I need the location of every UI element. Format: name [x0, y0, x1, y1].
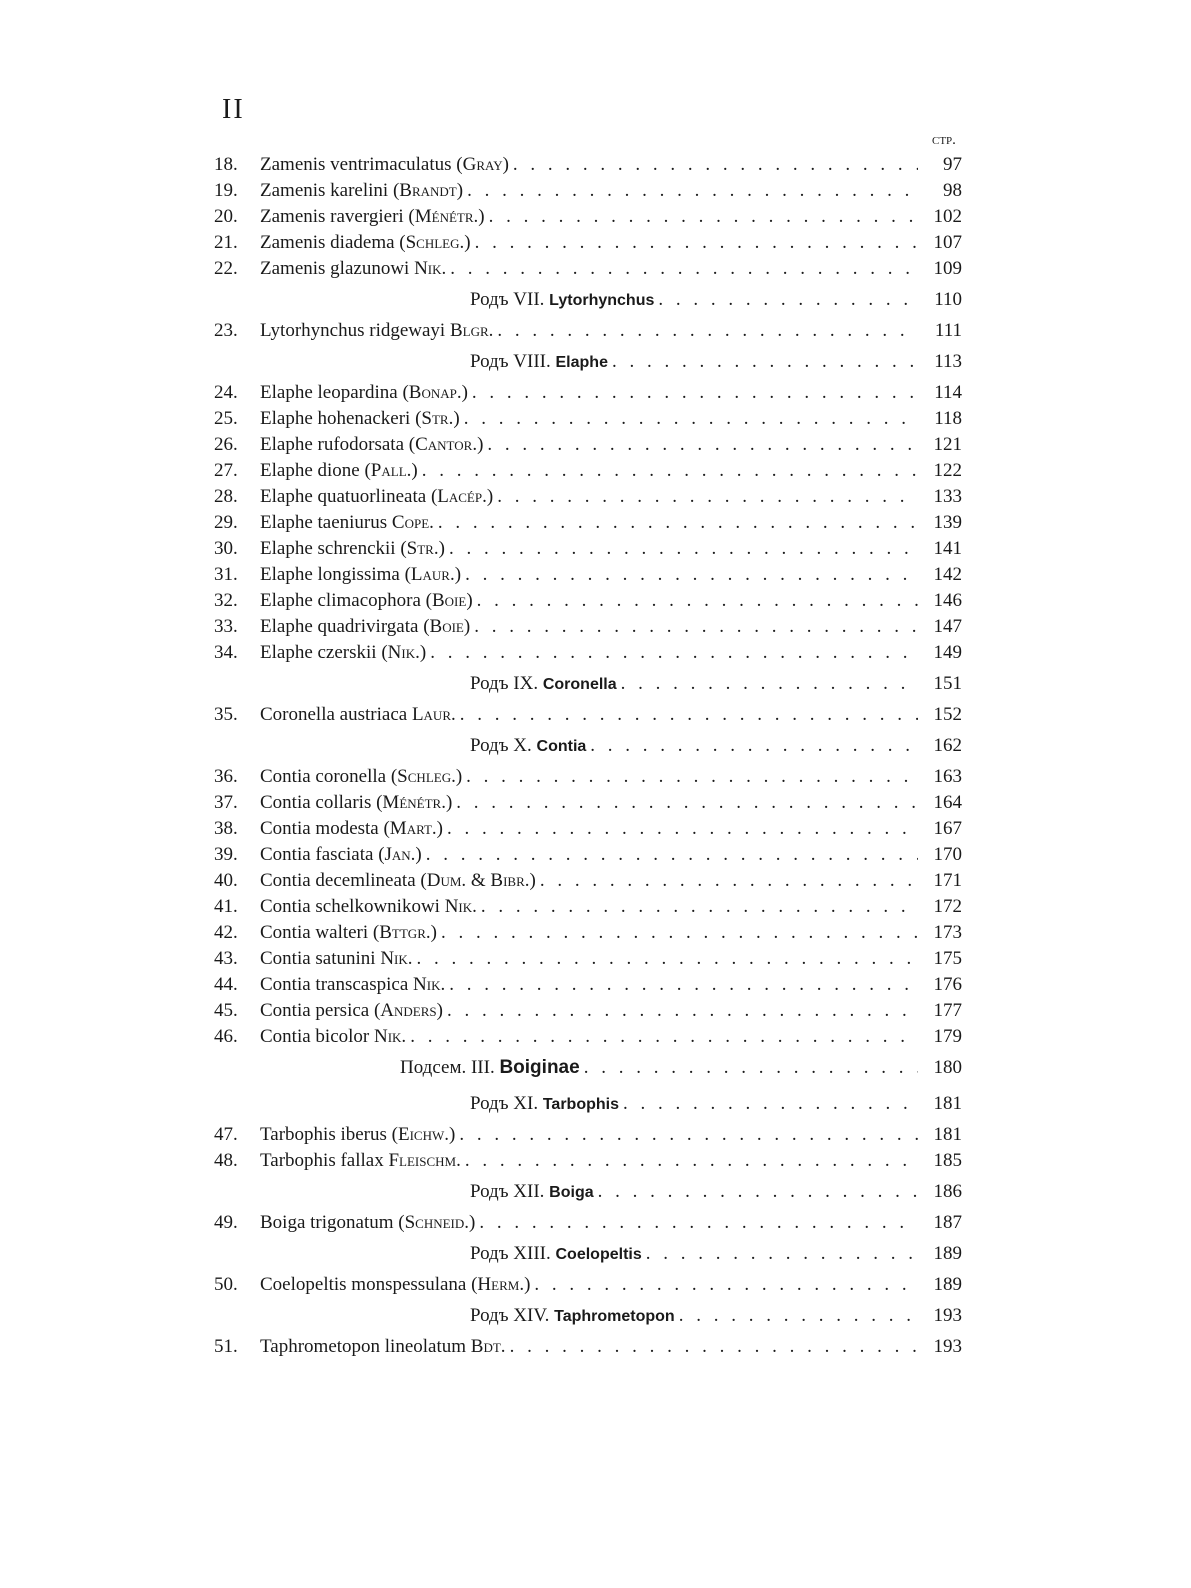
dot-leader: [598, 1174, 918, 1210]
page-column-label: стр.: [932, 132, 956, 148]
entry-title: [260, 640, 426, 666]
dot-leader: [621, 666, 918, 702]
toc-entry: [214, 868, 962, 894]
entry-title: [260, 998, 443, 1024]
species-author: (Anders): [373, 1000, 443, 1021]
page-ref: 122: [933, 460, 962, 481]
entry-number: 28.: [214, 486, 238, 507]
page-ref: 167: [933, 818, 962, 839]
dot-leader: [534, 1272, 918, 1298]
species-name: Lytorhynchus ridgewayi: [260, 320, 450, 341]
dot-leader: [464, 406, 918, 432]
dot-leader: [679, 1298, 918, 1334]
dot-leader: [447, 816, 918, 842]
heading-name: Elaphe: [555, 354, 608, 371]
species-name: Contia coronella: [260, 766, 391, 787]
toc-entry: [214, 842, 962, 868]
toc-entry: [214, 380, 962, 406]
species-name: Contia persica: [260, 1000, 374, 1021]
entry-number: 25.: [214, 408, 238, 429]
page-ref: 102: [933, 206, 962, 227]
dot-leader: [590, 728, 918, 764]
entry-title: [260, 894, 477, 920]
heading-prefix: Родъ VII.: [470, 289, 550, 310]
entry-number: 29.: [214, 512, 238, 533]
entry-number: 36.: [214, 766, 238, 787]
heading-prefix: Подсем. III.: [400, 1057, 500, 1078]
species-name: Contia schelkownikowi: [260, 896, 445, 917]
entry-number: 41.: [214, 896, 238, 917]
page-ref: 114: [934, 382, 962, 403]
species-author: Nik.: [413, 974, 446, 995]
toc-entry: [214, 536, 962, 562]
entry-number: 49.: [214, 1212, 238, 1233]
page-ref: 185: [933, 1150, 962, 1171]
page-ref: 186: [933, 1181, 962, 1202]
entry-title: [260, 204, 485, 230]
toc-entry: [214, 484, 962, 510]
toc-entry: [214, 946, 962, 972]
dot-leader: [489, 204, 918, 230]
toc-entry: [214, 588, 962, 614]
species-name: Elaphe hohenackeri: [260, 408, 416, 429]
page-ref: 175: [933, 948, 962, 969]
entry-title: [260, 1024, 406, 1050]
page-ref: 152: [933, 704, 962, 725]
page-ref: 111: [934, 320, 962, 341]
heading-name: Coelopeltis: [555, 1246, 642, 1263]
page-ref: 151: [933, 673, 962, 694]
heading-name: Contia: [536, 738, 587, 755]
species-author: Bdt.: [470, 1336, 506, 1357]
toc-entry: [214, 920, 962, 946]
dot-leader: [477, 588, 918, 614]
page-ref: 176: [933, 974, 962, 995]
toc-entry: [214, 510, 962, 536]
toc-entry: [214, 458, 962, 484]
species-name: Contia walteri: [260, 922, 373, 943]
species-author: (Nik.): [381, 642, 427, 663]
heading-title: [260, 1086, 619, 1123]
species-name: Zamenis diadema: [260, 232, 400, 253]
species-name: Contia satunini: [260, 948, 381, 969]
page-ref: 187: [933, 1212, 962, 1233]
species-name: Contia transcaspica: [260, 974, 414, 995]
heading-prefix: Родъ IX.: [470, 673, 543, 694]
page-ref: 149: [933, 642, 962, 663]
entry-number: 46.: [214, 1026, 238, 1047]
dot-leader: [465, 562, 918, 588]
dot-leader: [417, 946, 918, 972]
entry-number: 38.: [214, 818, 238, 839]
entry-number: 43.: [214, 948, 238, 969]
genus-heading: [214, 1236, 962, 1272]
heading-prefix: Родъ X.: [470, 735, 537, 756]
species-author: (Schleg.): [390, 766, 463, 787]
species-name: Taphrometopon lineolatum: [260, 1336, 471, 1357]
entry-number: 40.: [214, 870, 238, 891]
dot-leader: [426, 842, 918, 868]
species-author: (Cantor.): [408, 434, 484, 455]
entry-title: [260, 458, 418, 484]
entry-number: 22.: [214, 258, 238, 279]
toc-entry: [214, 1148, 962, 1174]
entry-title: [260, 1272, 530, 1298]
entry-number: 33.: [214, 616, 238, 637]
page-ref: 189: [933, 1243, 962, 1264]
page-ref: 163: [933, 766, 962, 787]
entry-number: 23.: [214, 320, 238, 341]
dot-leader: [456, 790, 918, 816]
toc-entry: [214, 562, 962, 588]
species-author: (Str.): [400, 538, 445, 559]
entry-title: [260, 842, 422, 868]
page-ref: 118: [934, 408, 962, 429]
entry-title: [260, 1334, 506, 1360]
entry-title: [260, 178, 463, 204]
toc-entry: [214, 178, 962, 204]
species-author: (Ménétr.): [408, 206, 485, 227]
species-name: Elaphe climacophora: [260, 590, 426, 611]
dot-leader: [584, 1050, 918, 1086]
species-author: (Laur.): [404, 564, 462, 585]
page-ref: 133: [933, 486, 962, 507]
entry-number: 34.: [214, 642, 238, 663]
heading-title: [260, 666, 617, 703]
toc-entry: [214, 1024, 962, 1050]
entry-title: [260, 972, 445, 998]
dot-leader: [449, 536, 918, 562]
page-ref: 113: [934, 351, 962, 372]
entry-title: [260, 1210, 475, 1236]
heading-prefix: Родъ XIV.: [470, 1305, 555, 1326]
dot-leader: [460, 702, 918, 728]
dot-leader: [497, 484, 918, 510]
toc-entry: [214, 406, 962, 432]
dot-leader: [441, 920, 918, 946]
species-author: (Eichw.): [391, 1124, 456, 1145]
species-author: (Dum. & Bibr.): [420, 870, 536, 891]
toc-entry: [214, 318, 962, 344]
species-name: Tarbophis iberus: [260, 1124, 392, 1145]
dot-leader: [430, 640, 918, 666]
dot-leader: [487, 432, 918, 458]
entry-number: 27.: [214, 460, 238, 481]
entry-title: [260, 484, 493, 510]
toc-entry: [214, 1272, 962, 1298]
species-name: Contia collaris: [260, 792, 377, 813]
toc-entry: [214, 790, 962, 816]
dot-leader: [474, 614, 918, 640]
dot-leader: [481, 894, 918, 920]
page-ref: 139: [933, 512, 962, 533]
heading-name: Boiginae: [499, 1057, 580, 1078]
dot-leader: [479, 1210, 918, 1236]
species-name: Zamenis ravergieri: [260, 206, 409, 227]
entry-title: [260, 256, 446, 282]
entry-title: [260, 562, 461, 588]
heading-title: [260, 282, 654, 319]
entry-number: 19.: [214, 180, 238, 201]
genus-heading: [214, 1298, 962, 1334]
page-ref: 146: [933, 590, 962, 611]
heading-name: Taphrometopon: [554, 1308, 675, 1325]
toc-entry: [214, 152, 962, 178]
heading-prefix: Родъ VIII.: [470, 351, 556, 372]
entry-number: 26.: [214, 434, 238, 455]
species-name: Elaphe rufodorsata: [260, 434, 409, 455]
entry-title: [260, 816, 443, 842]
page-ref: 181: [933, 1093, 962, 1114]
species-name: Coelopeltis monspessulana: [260, 1274, 472, 1295]
entry-title: [260, 1148, 461, 1174]
heading-prefix: Родъ XII.: [470, 1181, 550, 1202]
entry-number: 30.: [214, 538, 238, 559]
heading-prefix: Родъ XI.: [470, 1093, 543, 1114]
toc-entry: [214, 1122, 962, 1148]
dot-leader: [447, 998, 918, 1024]
toc-entry: [214, 204, 962, 230]
heading-title: [260, 1236, 642, 1273]
page-ref: 189: [933, 1274, 962, 1295]
dot-leader: [497, 318, 918, 344]
page-ref: 170: [933, 844, 962, 865]
entry-number: 21.: [214, 232, 238, 253]
entry-number: 50.: [214, 1274, 238, 1295]
heading-title: [260, 728, 586, 765]
species-author: Nik.: [373, 1026, 407, 1047]
entry-title: [260, 764, 462, 790]
species-name: Elaphe taeniurus: [260, 512, 392, 533]
species-author: (Ménétr.): [376, 792, 453, 813]
species-name: Tarbophis fallax: [260, 1150, 389, 1171]
species-author: (Jan.): [378, 844, 422, 865]
dot-leader: [422, 458, 918, 484]
entry-number: 39.: [214, 844, 238, 865]
entry-title: [260, 536, 445, 562]
subfamily-heading: [214, 1050, 962, 1086]
entry-title: [260, 946, 413, 972]
dot-leader: [646, 1236, 918, 1272]
species-author: (Bttgr.): [372, 922, 437, 943]
dot-leader: [540, 868, 918, 894]
genus-heading: [214, 282, 962, 318]
species-author: Nik.: [380, 948, 413, 969]
species-author: (Schleg.): [399, 232, 471, 253]
page-ref: 193: [933, 1305, 962, 1326]
heading-title: [260, 1050, 580, 1086]
species-author: (Bonap.): [402, 382, 468, 403]
table-of-contents: [214, 152, 962, 1360]
species-author: (Herm.): [471, 1274, 531, 1295]
species-name: Elaphe czerskii: [260, 642, 382, 663]
heading-name: Tarbophis: [542, 1096, 619, 1113]
toc-entry: [214, 972, 962, 998]
dot-leader: [450, 256, 918, 282]
toc-entry: [214, 702, 962, 728]
dot-leader: [449, 972, 918, 998]
heading-title: [260, 1174, 594, 1211]
species-name: Elaphe quatuorlineata: [260, 486, 431, 507]
entry-title: [260, 152, 509, 178]
genus-heading: [214, 1174, 962, 1210]
entry-number: 42.: [214, 922, 238, 943]
species-author: Laur.: [411, 704, 456, 725]
toc-entry: [214, 764, 962, 790]
dot-leader: [410, 1024, 918, 1050]
species-author: Blgr.: [449, 320, 494, 341]
page-ref: 107: [933, 232, 962, 253]
species-name: Contia fasciata: [260, 844, 379, 865]
heading-name: Coronella: [542, 676, 617, 693]
entry-title: [260, 614, 470, 640]
dot-leader: [623, 1086, 918, 1122]
toc-entry: [214, 1210, 962, 1236]
page-ref: 180: [933, 1057, 962, 1078]
species-name: Contia decemlineata: [260, 870, 421, 891]
page-ref: 181: [933, 1124, 962, 1145]
entry-title: [260, 406, 460, 432]
dot-leader: [467, 178, 918, 204]
page-ref: 177: [933, 1000, 962, 1021]
entry-title: [260, 588, 473, 614]
species-author: Nik.: [414, 258, 447, 279]
page-ref: 173: [933, 922, 962, 943]
page-number: II: [222, 94, 245, 125]
toc-entry: [214, 640, 962, 666]
species-name: Contia bicolor: [260, 1026, 374, 1047]
page-ref: 147: [933, 616, 962, 637]
species-author: Cope.: [391, 512, 434, 533]
species-author: (Gray): [456, 154, 509, 175]
heading-name: Lytorhynchus: [549, 292, 655, 309]
species-name: Contia modesta: [260, 818, 384, 839]
entry-title: [260, 230, 471, 256]
toc-entry: [214, 1334, 962, 1360]
entry-number: 32.: [214, 590, 238, 611]
species-author: (Boie): [423, 616, 471, 637]
species-name: Boiga trigonatum: [260, 1212, 399, 1233]
entry-number: 20.: [214, 206, 238, 227]
toc-entry: [214, 894, 962, 920]
page-ref: 97: [943, 154, 962, 175]
page-ref: 141: [933, 538, 962, 559]
species-author: (Lacép.): [430, 486, 494, 507]
species-name: Elaphe leopardina: [260, 382, 403, 403]
heading-title: [260, 344, 608, 381]
page-ref: 162: [933, 735, 962, 756]
genus-heading: [214, 728, 962, 764]
species-name: Elaphe schrenckii: [260, 538, 401, 559]
dot-leader: [459, 1122, 918, 1148]
species-name: Elaphe dione: [260, 460, 365, 481]
species-author: (Brandt): [392, 180, 464, 201]
genus-heading: [214, 344, 962, 380]
heading-title: [260, 1298, 675, 1335]
species-name: Elaphe longissima: [260, 564, 405, 585]
page-ref: 171: [933, 870, 962, 891]
entry-number: 35.: [214, 704, 238, 725]
entry-title: [260, 790, 452, 816]
entry-number: 37.: [214, 792, 238, 813]
dot-leader: [475, 230, 918, 256]
entry-number: 51.: [214, 1336, 238, 1357]
species-name: Coronella austriaca: [260, 704, 412, 725]
page-ref: 179: [933, 1026, 962, 1047]
genus-heading: [214, 1086, 962, 1122]
page-ref: 110: [934, 289, 962, 310]
entry-number: 24.: [214, 382, 238, 403]
entry-title: [260, 920, 437, 946]
page-ref: 193: [933, 1336, 962, 1357]
genus-heading: [214, 666, 962, 702]
species-author: (Str.): [415, 408, 460, 429]
page-ref: 172: [933, 896, 962, 917]
species-name: Zamenis karelini: [260, 180, 393, 201]
toc-entry: [214, 816, 962, 842]
page-ref: 98: [943, 180, 962, 201]
species-author: (Pall.): [364, 460, 418, 481]
dot-leader: [472, 380, 918, 406]
entry-title: [260, 510, 434, 536]
species-name: Elaphe quadrivirgata: [260, 616, 424, 637]
dot-leader: [465, 1148, 918, 1174]
heading-prefix: Родъ XIII.: [470, 1243, 556, 1264]
toc-entry: [214, 432, 962, 458]
species-author: Nik.: [444, 896, 477, 917]
toc-entry: [214, 998, 962, 1024]
species-author: (Schneid.): [398, 1212, 476, 1233]
page-ref: 142: [933, 564, 962, 585]
species-author: (Boie): [425, 590, 473, 611]
dot-leader: [513, 152, 918, 178]
entry-number: 44.: [214, 974, 238, 995]
entry-number: 31.: [214, 564, 238, 585]
page-ref: 164: [933, 792, 962, 813]
entry-number: 45.: [214, 1000, 238, 1021]
page-ref: 121: [933, 434, 962, 455]
entry-title: [260, 432, 483, 458]
page-ref: 109: [933, 258, 962, 279]
species-author: Fleischm.: [388, 1150, 461, 1171]
dot-leader: [438, 510, 918, 536]
species-name: Zamenis glazunowi: [260, 258, 415, 279]
heading-name: Boiga: [549, 1184, 594, 1201]
entry-title: [260, 1122, 455, 1148]
entry-title: [260, 702, 456, 728]
entry-number: 48.: [214, 1150, 238, 1171]
species-author: (Mart.): [383, 818, 444, 839]
entry-number: 18.: [214, 154, 238, 175]
toc-entry: [214, 230, 962, 256]
dot-leader: [466, 764, 918, 790]
entry-title: [260, 868, 536, 894]
toc-entry: [214, 256, 962, 282]
dot-leader: [658, 282, 918, 318]
dot-leader: [612, 344, 918, 380]
entry-number: 47.: [214, 1124, 238, 1145]
toc-entry: [214, 614, 962, 640]
entry-title: [260, 380, 468, 406]
dot-leader: [510, 1334, 918, 1360]
entry-title: [260, 318, 493, 344]
species-name: Zamenis ventrimaculatus: [260, 154, 457, 175]
